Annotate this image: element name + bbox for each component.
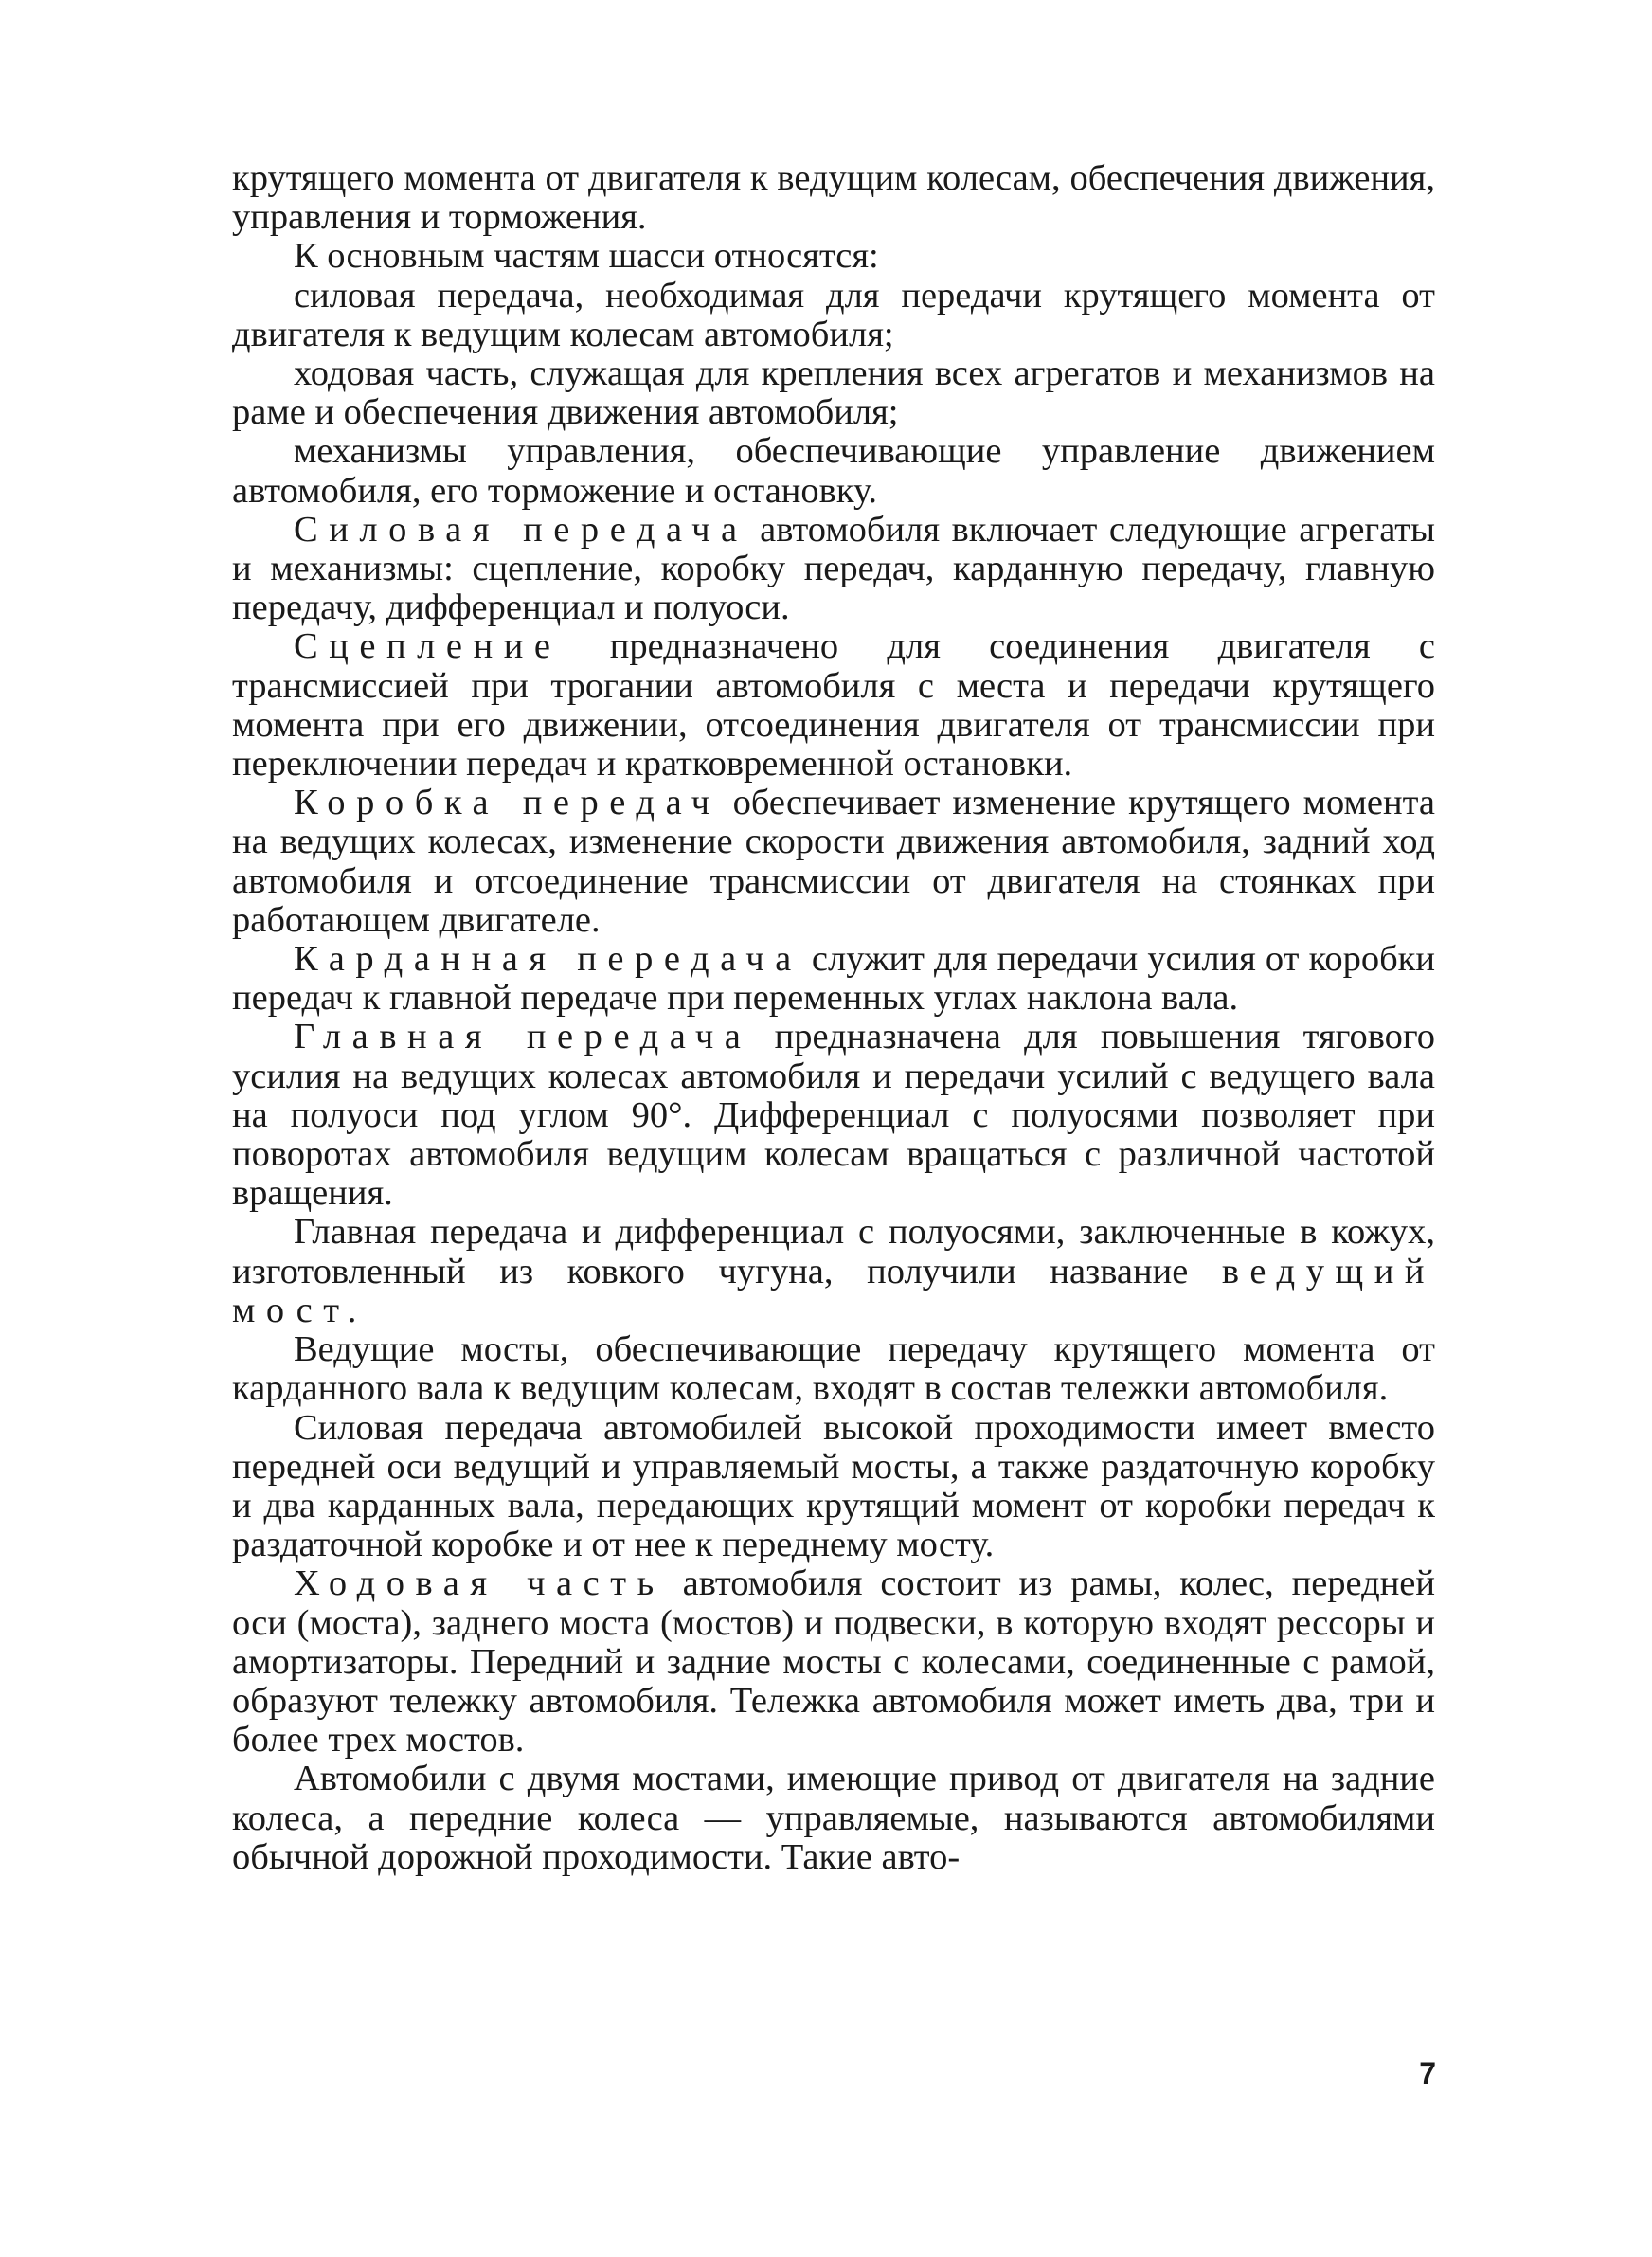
paragraph-6 [232, 511, 1435, 628]
paragraph-7 [232, 627, 1435, 784]
paragraph-10-text: предназначена для повышения тягового усилия на ведущих колесах автомобиля и передачи усилий с ведущего вала на полуоси под углом 90°. Дифференциал с полуосями позволяет при поворотах автомобиля ведущим колесам вращаться с различной частотой вращения. [232, 1017, 1435, 1214]
paragraph-10-lead: Главная передача [294, 1017, 752, 1057]
paragraph-8-lead: Коробка передач [294, 783, 721, 823]
paragraph-5-text: механизмы управления, обеспечивающие управление движением автомобиля, его торможение и остановку. [232, 431, 1435, 511]
paragraph-2-text: К основным частям шасси относятся: [294, 236, 879, 277]
paragraph-9-lead: Карданная передача [294, 939, 802, 980]
paragraph-14-text: автомобиля состоит из рамы, колес, передней оси (моста), заднего моста (мостов) и подвески, в которую входят рессоры и амортизаторы. Передний и задние мосты с колесами, соединенные с рамой, образуют тележку автомобиля. Тележка автомобиля может иметь два, три и более трех мостов. [232, 1563, 1435, 1760]
paragraph-10 [232, 1018, 1435, 1213]
paragraph-15 [232, 1760, 1435, 1877]
paragraph-1 [232, 159, 1435, 237]
paragraph-9 [232, 940, 1435, 1018]
paragraph-2 [232, 237, 1435, 276]
paragraph-6-lead: Силовая передача [294, 509, 748, 550]
paragraph-8 [232, 784, 1435, 940]
paragraph-8-text: обеспечивает изменение крутящего момента на ведущих колесах, изменение скорости движения автомобиля, задний ход автомобиля и отсоединение трансмиссии от двигателя на стоянках при работающем двигателе. [232, 783, 1435, 940]
paragraph-4-text: ходовая часть, служащая для крепления всех агрегатов и механизмов на раме и обеспечения движения автомобиля; [232, 353, 1435, 433]
paragraph-7-lead: Сцепление [294, 626, 562, 667]
paragraph-7-text: предназначено для соединения двигателя с трансмиссией при трогании автомобиля с места и передачи крутящего момента при его движении, отсоединения двигателя от трансмиссии при переключении передач и кратковременной остановки. [232, 626, 1435, 785]
paragraph-13-text: Силовая передача автомобилей высокой проходимости имеет вместо передней оси ведущий и управляемый мосты, а также раздаточную коробку и два карданных вала, передающих крутящий момент от коробки передач к раздаточной коробке и от нее к переднему мосту. [232, 1407, 1435, 1565]
paragraph-6-text: автомобиля включает следующие агрегаты и механизмы: сцепление, коробку передач, карданную передачу, главную передачу, дифференциал и полуоси. [232, 509, 1435, 628]
paragraph-9-text: служит для передачи усилия от коробки передач к главной передаче при переменных углах наклона вала. [232, 939, 1435, 1019]
paragraph-11-text: Главная передача и дифференциал с полуосями, заключенные в кожух, изготовленный из ковкого чугуна, получили название [232, 1212, 1435, 1291]
paragraph-3-text: силовая передача, необходимая для передачи крутящего момента от двигателя к ведущим колесам автомобиля; [232, 275, 1435, 354]
paragraph-1-text: крутящего момента от двигателя к ведущим колесам, обеспечения движения, управления и торможения. [232, 158, 1435, 238]
paragraph-14 [232, 1564, 1435, 1760]
page-body [232, 159, 1435, 1877]
paragraph-3 [232, 277, 1435, 354]
paragraph-4 [232, 354, 1435, 432]
paragraph-14-lead: Ходовая часть [294, 1563, 665, 1604]
paragraph-11 [232, 1213, 1435, 1330]
paragraph-11-tail: ведущий мост. [232, 1251, 1435, 1330]
paragraph-13 [232, 1409, 1435, 1565]
paragraph-12-text: Ведущие мосты, обеспечивающие передачу крутящего момента от карданного вала к ведущим колесам, входят в состав тележки автомобиля. [232, 1329, 1435, 1409]
paragraph-5 [232, 432, 1435, 510]
paragraph-15-text: Автомобили с двумя мостами, имеющие привод от двигателя на задние колеса, а передние колеса — управляемые, называются автомобилями обычной дорожной проходимости. Такие авто- [232, 1759, 1435, 1877]
paragraph-12 [232, 1330, 1435, 1408]
page-number: 7 [1419, 2056, 1436, 2090]
